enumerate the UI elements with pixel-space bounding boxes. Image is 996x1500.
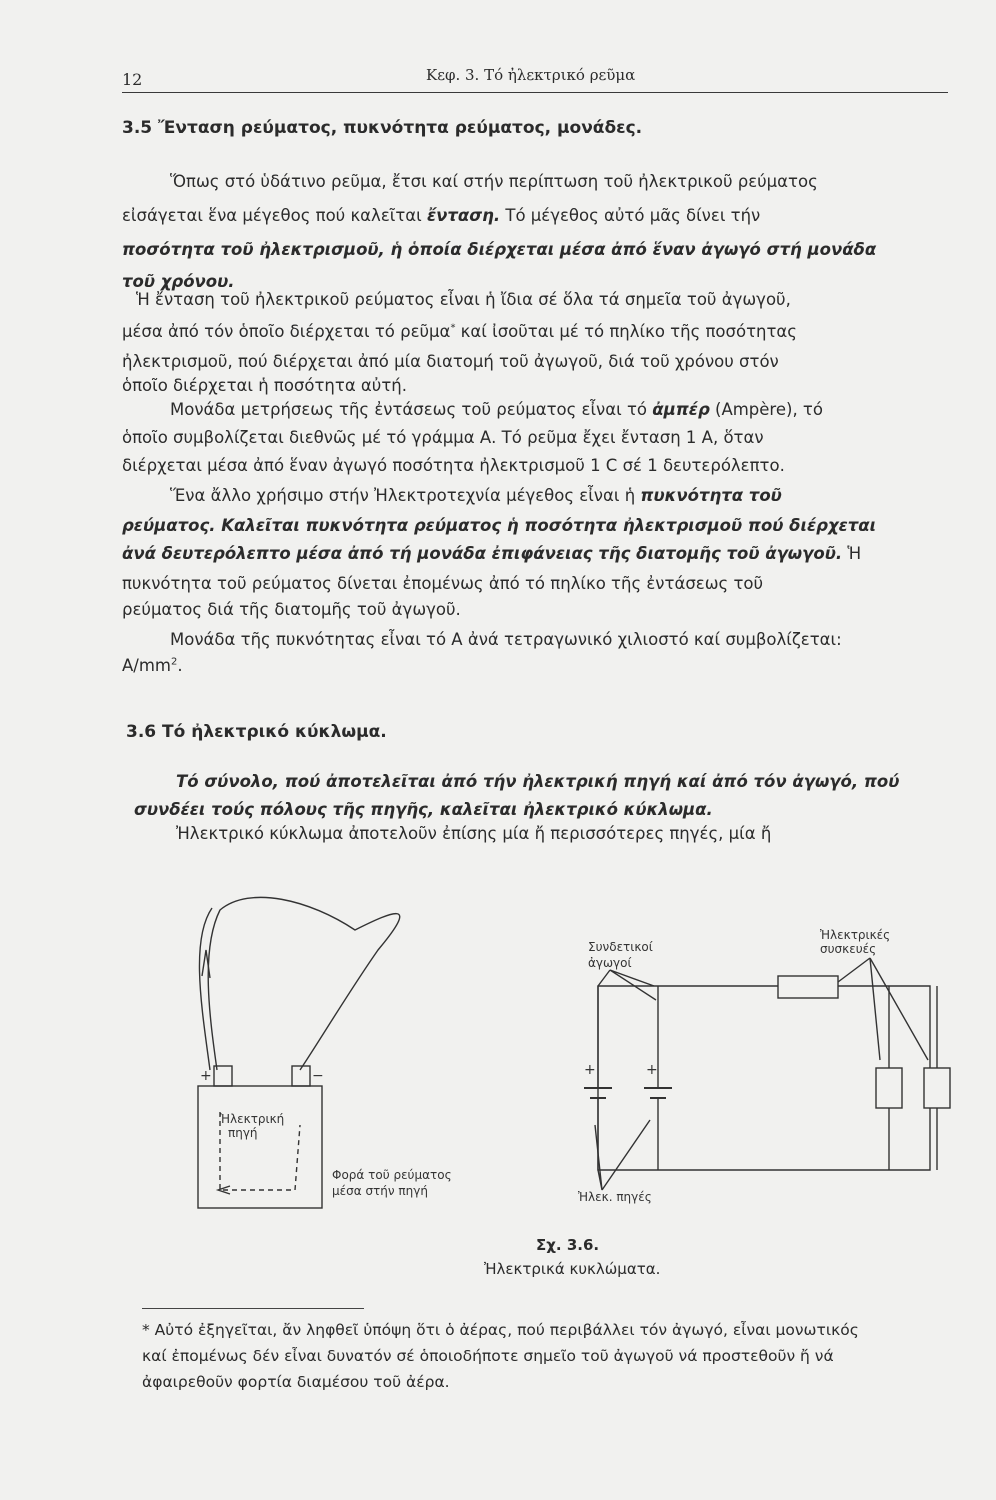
section-3-6-heading: 3.6 Τό ἠλεκτρικό κύκλωμα. [126, 722, 387, 742]
running-head: Κεφ. 3. Τό ἠλεκτρικό ρεῦμα [426, 66, 636, 84]
paragraph-line: ρεύματος διά τῆς διατομῆς τοῦ ἀγωγοῦ. [122, 600, 461, 619]
paragraph-line: εἰσάγεται ἕνα μέγεθος πού καλεῖται ἔνταση. Τό μέγεθος αὐτό μᾶς δίνει τήν [122, 206, 761, 225]
figure-circuits [180, 890, 960, 1220]
paragraph-line: Μονάδα μετρήσεως τῆς ἐντάσεως τοῦ ρεύματος εἶναι τό ἀμπέρ (Ampère), τό [170, 400, 823, 419]
label-current-direction-1: Φορά τοῦ ρεύματος [332, 1168, 452, 1182]
definition-line: ρεύματος. Καλεῖται πυκνότητα ρεύματος ἡ ποσότητα ἠλεκτρισμοῦ πού διέρχεται [122, 516, 877, 535]
label-electric-sources: Ἠλεκ. πηγές [578, 1190, 652, 1204]
paragraph-line: ἠλεκτρισμοῦ, πού διέρχεται ἀπό μία διατομή τοῦ ἀγωγοῦ, διά τοῦ χρόνου στόν [122, 352, 779, 371]
paragraph-line: ὁποῖο συμβολίζεται διεθνῶς μέ τό γράμμα Α. Τό ρεῦμα ἔχει ἔνταση 1 Α, ὅταν [122, 428, 764, 447]
footnote-line: * Αὐτό ἐξηγεῖται, ἄν ληφθεῖ ὑπόψη ὅτι ὁ ἀέρας, πού περιβάλλει τόν ἀγωγό, εἶναι μονωτικός [142, 1321, 859, 1339]
footnote-line: καί ἐπομένως δέν εἶναι δυνατόν σέ ὁποιοδήποτε σημεῖο τοῦ ἀγωγοῦ νά προστεθοῦν ἤ νά [142, 1347, 834, 1365]
definition-line: Τό σύνολο, πού ἀποτελεῖται ἀπό τήν ἠλεκτρική πηγή καί ἀπό τόν ἀγωγό, πού [176, 772, 900, 791]
section-3-5-heading: 3.5 Ἔνταση ρεύματος, πυκνότητα ρεύματος, μονάδες. [122, 118, 643, 138]
paragraph-line: ὁποῖο διέρχεται ἡ ποσότητα αὐτή. [122, 376, 407, 395]
label-electric-source-1: Ἠλεκτρική [220, 1112, 285, 1126]
loose-wire-inner [199, 908, 212, 1070]
device-resistor-top [778, 976, 838, 998]
page-number: 12 [122, 70, 143, 89]
label-plus: + [200, 1068, 212, 1084]
label-electric-devices-1: Ἠλεκτρικές [820, 928, 891, 942]
footnote-rule [142, 1308, 364, 1309]
paragraph-line: ἀνά δευτερόλεπτο μέσα ἀπό τή μονάδα ἐπιφάνειας τῆς διατομῆς τοῦ ἀγωγοῦ. Ἡ [122, 544, 862, 563]
figure-caption-text: Ἠλεκτρικά κυκλώματα. [484, 1260, 661, 1278]
paragraph-line: πυκνότητα τοῦ ρεύματος δίνεται ἐπομένως ἀπό τό πηλίκο τῆς ἐντάσεως τοῦ [122, 574, 764, 593]
term-amper: ἀμπέρ [652, 400, 710, 419]
label-current-direction-2: μέσα στήν πηγή [332, 1184, 428, 1198]
footnote-star: * [142, 1321, 150, 1339]
device-resistor-right [924, 1068, 950, 1108]
definition-line: ποσότητα τοῦ ἠλεκτρισμοῦ, ἡ ὁποία διέρχεται μέσα ἀπό ἕναν ἀγωγό στή μονάδα [122, 240, 877, 259]
paragraph-line: $A/mm^2$. [122, 656, 183, 675]
paragraph-line: Ἠλεκτρικό κύκλωμα ἀποτελοῦν ἐπίσης μία ἤ περισσότερες πηγές, μία ἤ [176, 824, 772, 843]
footnote-line: ἀφαιρεθοῦν φορτία διαμέσου τοῦ ἀέρα. [142, 1373, 450, 1391]
paragraph-line: Ἡ ἔνταση τοῦ ἠλεκτρικοῦ ρεύματος εἶναι ἡ ἴδια σέ ὅλα τά σημεῖα τοῦ ἀγωγοῦ, [136, 290, 791, 309]
cell-2 [644, 1088, 672, 1098]
page-header [122, 66, 948, 93]
loose-wire [208, 897, 400, 1070]
term-entasi: ἔνταση. [426, 206, 501, 225]
label-connecting-conductors-2: ἀγωγοί [588, 956, 632, 970]
device-resistor-left [876, 1068, 902, 1108]
label-connecting-conductors-1: Συνδετικοί [588, 940, 653, 954]
term-pyknotita: πυκνότητα τοῦ [640, 486, 782, 505]
label-electric-devices-2: συσκευές [820, 942, 877, 956]
figure-caption-number: Σχ. 3.6. [536, 1236, 600, 1254]
definition-line: τοῦ χρόνου. [122, 272, 235, 291]
label-electric-source-2: πηγή [228, 1126, 258, 1140]
definition-line: συνδέει τούς πόλους τῆς πηγῆς, καλεῖται ἠλεκτρικό κύκλωμα. [134, 800, 713, 819]
footnote-marker: * [450, 322, 456, 334]
paragraph-line: μέσα ἀπό τόν ὁποῖο διέρχεται τό ρεῦμα* καί ἰσοῦται μέ τό πηλίκο τῆς ποσότητας [122, 322, 797, 341]
paragraph-line: Μονάδα τῆς πυκνότητας εἶναι τό Α ἀνά τετραγωνικό χιλιοστό καί συμβολίζεται: [170, 630, 842, 649]
label-cell-plus-2: + [646, 1062, 658, 1078]
paragraph-line: διέρχεται μέσα ἀπό ἕναν ἀγωγό ποσότητα ἠλεκτρισμοῦ 1 C σέ 1 δευτερόλεπτο. [122, 456, 785, 475]
paragraph-line: Ὅπως στό ὑδάτινο ρεῦμα, ἔτσι καί στήν περίπτωση τοῦ ἠλεκτρικοῦ ρεύματος [170, 172, 818, 191]
label-minus: − [312, 1068, 324, 1084]
label-cell-plus-1: + [584, 1062, 596, 1078]
paragraph-line: Ἕνα ἄλλο χρήσιμο στήν Ἠλεκτροτεχνία μέγεθος εἶναι ἡ πυκνότητα τοῦ [170, 486, 782, 505]
